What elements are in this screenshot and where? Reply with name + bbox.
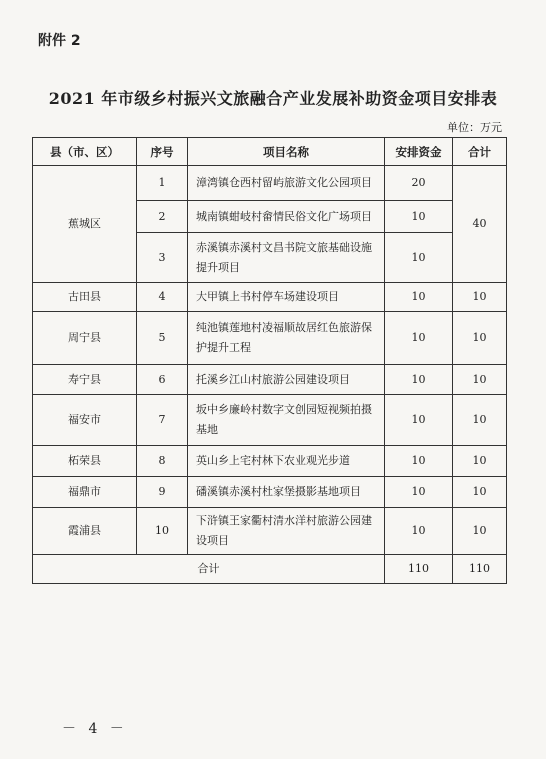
total-cell: 10 xyxy=(453,312,507,365)
column-header-number: 序号 xyxy=(137,138,188,166)
project-name-cell: 赤溪镇赤溪村文昌书院文旅基础设施提升项目 xyxy=(188,233,385,283)
table-row xyxy=(33,365,507,395)
project-name-cell: 纯池镇莲地村凌福顺故居红色旅游保护提升工程 xyxy=(188,312,385,365)
number-cell: 1 xyxy=(137,166,188,201)
amount-cell: 10 xyxy=(385,312,453,365)
county-cell: 蕉城区 xyxy=(33,166,137,283)
document-title: 2021 年市级乡村振兴文旅融合产业发展补助资金项目安排表 xyxy=(48,89,498,108)
column-header-project-name: 项目名称 xyxy=(188,138,385,166)
page-number: － 4 － xyxy=(62,721,128,737)
attachment-label: 附件 2 xyxy=(38,33,81,49)
column-header-county: 县（市、区） xyxy=(33,138,137,166)
county-cell: 福鼎市 xyxy=(33,477,137,508)
county-cell: 福安市 xyxy=(33,395,137,446)
table-row xyxy=(33,312,507,365)
total-cell: 10 xyxy=(453,508,507,555)
amount-cell: 10 xyxy=(385,446,453,477)
number-cell: 5 xyxy=(137,312,188,365)
table-row xyxy=(33,395,507,446)
project-name-cell: 坂中乡廉岭村数字文创园短视频拍摄基地 xyxy=(188,395,385,446)
sum-amount-cell: 110 xyxy=(385,555,453,584)
project-name-cell: 磻溪镇赤溪村杜家堡摄影基地项目 xyxy=(188,477,385,508)
number-cell: 8 xyxy=(137,446,188,477)
number-cell: 3 xyxy=(137,233,188,283)
sum-row xyxy=(33,555,507,584)
project-name-cell: 下浒镇王家衢村清水洋村旅游公园建设项目 xyxy=(188,508,385,555)
table-row xyxy=(33,166,507,201)
column-header-total: 合计 xyxy=(453,138,507,166)
project-name-cell: 城南镇蚶岐村畲情民俗文化广场项目 xyxy=(188,201,385,233)
amount-cell: 10 xyxy=(385,233,453,283)
total-cell: 10 xyxy=(453,365,507,395)
project-name-cell: 托溪乡江山村旅游公园建设项目 xyxy=(188,365,385,395)
county-cell: 周宁县 xyxy=(33,312,137,365)
sum-total-cell: 110 xyxy=(453,555,507,584)
project-name-cell: 漳湾镇仓西村留屿旅游文化公园项目 xyxy=(188,166,385,201)
county-cell: 柘荣县 xyxy=(33,446,137,477)
total-cell: 10 xyxy=(453,283,507,312)
county-cell: 古田县 xyxy=(33,283,137,312)
county-cell: 寿宁县 xyxy=(33,365,137,395)
table-header-row xyxy=(33,138,507,166)
amount-cell: 10 xyxy=(385,201,453,233)
number-cell: 7 xyxy=(137,395,188,446)
funding-table xyxy=(32,137,507,584)
number-cell: 9 xyxy=(137,477,188,508)
table-row xyxy=(33,508,507,555)
amount-cell: 10 xyxy=(385,365,453,395)
total-cell: 10 xyxy=(453,477,507,508)
total-cell: 40 xyxy=(453,166,507,283)
total-cell: 10 xyxy=(453,395,507,446)
county-cell: 霞浦县 xyxy=(33,508,137,555)
number-cell: 10 xyxy=(137,508,188,555)
unit-label: 单位：万元 xyxy=(447,121,502,134)
total-cell: 10 xyxy=(453,446,507,477)
amount-cell: 10 xyxy=(385,508,453,555)
column-header-amount: 安排资金 xyxy=(385,138,453,166)
table-row xyxy=(33,283,507,312)
amount-cell: 20 xyxy=(385,166,453,201)
number-cell: 4 xyxy=(137,283,188,312)
project-name-cell: 大甲镇上书村停车场建设项目 xyxy=(188,283,385,312)
number-cell: 6 xyxy=(137,365,188,395)
number-cell: 2 xyxy=(137,201,188,233)
amount-cell: 10 xyxy=(385,395,453,446)
sum-label-cell: 合计 xyxy=(33,555,385,584)
amount-cell: 10 xyxy=(385,477,453,508)
table-row xyxy=(33,477,507,508)
table-row xyxy=(33,446,507,477)
project-name-cell: 英山乡上宅村林下农业观光步道 xyxy=(188,446,385,477)
amount-cell: 10 xyxy=(385,283,453,312)
